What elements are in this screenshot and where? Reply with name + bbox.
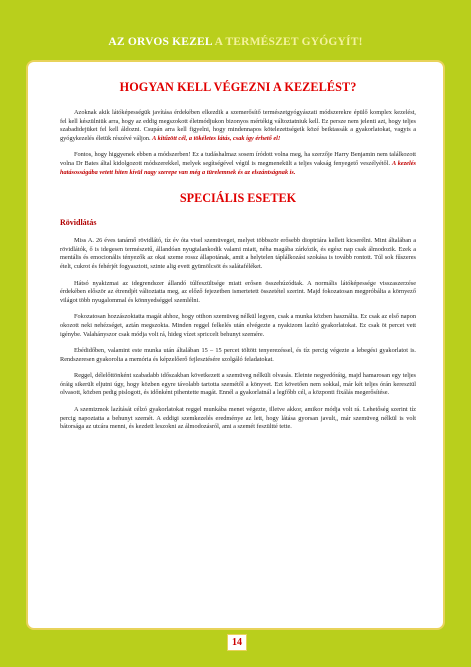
paragraph-3: Miss A. 26 éves tanárnő rövidlátó, tíz év óta visel szemüveget, melyet többször erősebb dioptriára kellett kicserélni. Mint általában a rövidlátók, ő is idegesen természetű, állandóan nyugtalankodik valami miatt, néha magába zárkózik, és egész nap csak álmodozik. Ezek a mentális és emocionális tényezők az okai szeme rossz állapotának, amit a helytelen táplálkozási szokása is tovább rontott. Túl sok fűszeres ételt, cukrot és fehérjét fogyasztott, szinte alig evett gyümölcsöt és salátaféléket. <box>60 237 416 270</box>
paragraph-1 <box>60 109 416 143</box>
article-title: HOGYAN KELL VÉGEZNI A KEZELÉST? <box>119 80 357 94</box>
page-number: 14 <box>227 634 247 651</box>
paragraph-5: Fokozatosan hozzászoktatta magát ahhoz, hogy otthon szemüveg nélkül legyen, csak a munka közben használta. Ez csak az első napon okozott neki nehézséget, aztán megszokta. Minden reggel felkelés után elvégezte a nyakizom lazító gyakorlatokat. Ez csak öt percet vett igénybe. Valahányszor csak módja volt rá, hideg vízet spriccelt behunyt szemére. <box>60 313 416 338</box>
article-content <box>60 70 416 440</box>
header-band <box>0 0 471 62</box>
paragraph-2 <box>60 151 416 177</box>
paragraph-7: Reggel, délelőttönként szabadabb időszakban következett a szemüveg nélküli olvasás. Eleinte negyedóráig, majd hamarosan egy teljes óráig sikerült eljutni úgy, hogy közben egyre távolabb tartotta szemétől a könyvet. Ezt követően nem sokkal, már két teljes órán keresztül olvasott, közben pedig pislogott, és időnként pihentette magát. Ennél a gyakorlatnál a legfőbb cél, a központi fixálás megerősítése. <box>60 372 416 397</box>
header-title-part2: A TERMÉSZET GYÓGYÍT! <box>212 36 363 48</box>
paragraph-1-text: Azoknak akik látóképességük javítása érdekében elkezdik a szemerősítő természetgyógyászati módszerekre épülő komplex kezelést, fel kell készülniük arra, hogy az eddig megszokott életmódjukon bizonyos mértékig változtatniuk kell. Ez persze nem jelenti azt, hogy teljes szabadidejüket fel kell áldozni. Csupán arra kell figyelni, hogy mindennapos kötelezettségeik közé beiktassák a gyakorlatokat, vagyis a gyógykezelés életük részévé váljon. <box>60 109 416 142</box>
header-title <box>0 36 471 48</box>
paragraph-2-text: Fontos, hogy higgyenek ebben a módszerben! Ez a tudáshalmaz sosem íródott volna meg, ha szerzője Harry Benjamin nem találkozott volna Dr Bates által kidolgozott módszerekkel, melyek segítségével végül is megmenekült a teljes vakság fenyegető veszélyétől. <box>60 151 416 167</box>
paragraph-8: A szemizmok lazítását célzó gyakorlatokat reggel munkába menet végezte, illetve akkor, amikor módja volt rá. Lehetőség szerint tíz percig napoztatta a behunyt szemét. A eddigi szemkezelés eredménye az lett, hogy látása gyorsan javult,, már szemüveg nélkül is volt bátorsága az utcára menni, és kezdett leszokni az álmodozásról, ami a szemét feszültté tette. <box>60 406 416 431</box>
paragraph-2-emphasis: A kezelés hatásosságába vetett hiten kívül nagy szerepe van még a türelemnek és az elszántságnak is. <box>60 159 416 176</box>
paragraph-4: Hátsó nyakizmai az idegrendszer állandó túlfeszültsége miatt erősen összehúzódtak. A normális látóképessége visszaszerzése érdekében először az étrendjét változtatta meg, az előző fejezetben ismertetett összetétel szerint. Majd fokozatosan megpróbálta a környező világot több nyugalommal és könnyedséggel szemlélni. <box>60 279 416 304</box>
section-title: SPECIÁLIS ESETEK <box>179 191 297 206</box>
paragraph-1-emphasis: A kitűzött cél, a tökéletes látás, csak így érhető el! <box>152 134 281 142</box>
page-panel <box>26 60 445 630</box>
paragraph-6: Ebédidőben, valamint este munka után általában 15 – 15 percet töltött tenyerezéssel, és tíz percig végezte a lebegési gyakorlatot is. Rendszeresen gyakorolta a memória és képzelőerő fejlesztésére szolgáló feladatokat. <box>60 347 416 363</box>
subsection-title: Rövidlátás <box>60 218 97 228</box>
header-title-part1: AZ ORVOS KEZEL <box>108 36 213 48</box>
